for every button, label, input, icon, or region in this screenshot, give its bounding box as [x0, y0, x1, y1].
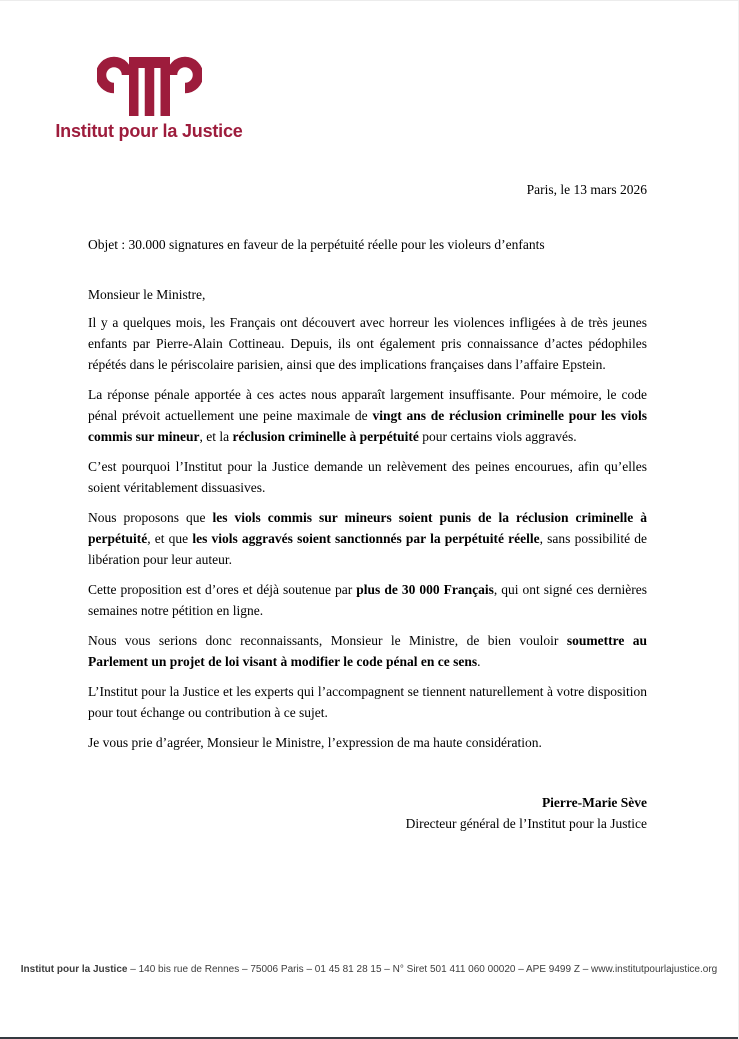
salutation: Monsieur le Ministre, — [88, 287, 206, 302]
footer — [9, 963, 729, 976]
paragraph: L’Institut pour la Justice et les experts qui l’accompagnent se tiennent naturellement à votre disposition pour tout échange ou contribution à ce sujet. — [88, 684, 647, 720]
signature-title: Directeur général de l’Institut pour la Justice — [405, 816, 647, 831]
signature-name: Pierre-Marie Sève — [541, 795, 647, 810]
paragraph: Nous vous serions donc reconnaissants, Monsieur le Ministre, de bien vouloir soumettre au Parlement un projet de loi visant à modifier le code pénal en ce sens. — [88, 633, 647, 669]
letter-body — [88, 312, 647, 762]
date-line: Paris, le 13 mars 2026 — [526, 182, 647, 197]
logo-wordmark: Institut pour la Justice — [55, 121, 243, 141]
paragraph: C’est pourquoi l’Institut pour la Justice demande un relèvement des peines encourues, afin qu’elles soient véritablement dissuasives. — [88, 459, 647, 495]
paragraph: La réponse pénale apportée à ces actes nous apparaît largement insuffisante. Pour mémoire, le code pénal prévoit actuellement une peine maximale de vingt ans de réclusion criminelle pour les viols commis sur mineur, et la réclusion criminelle à perpétuité pour certains viols aggravés. — [88, 387, 647, 444]
footer-details: – 140 bis rue de Rennes – 75006 Paris – 01 45 81 28 15 – N° Siret 501 411 060 00020 – APE 9499 Z – www.institutpourlajustice.org — [127, 964, 718, 975]
paragraph: Je vous prie d’agréer, Monsieur le Ministre, l’expression de ma haute considération. — [88, 735, 542, 750]
subject-line: Objet : 30.000 signatures en faveur de la perpétuité réelle pour les violeurs d’enfants — [88, 237, 545, 252]
letterhead — [53, 56, 245, 142]
signature-block — [406, 792, 647, 834]
paragraph: Il y a quelques mois, les Français ont découvert avec horreur les violences infligées à de très jeunes enfants par Pierre-Alain Cottineau. Depuis, ils ont également pris connaissance d’actes pédophiles répétés dans le périscolaire parisien, ainsi que des implications françaises dans l’affaire Epstein. — [88, 315, 647, 372]
paragraph: Nous proposons que les viols commis sur mineurs soient punis de la réclusion criminelle à perpétuité, et que les viols aggravés soient sanctionnés par la perpétuité réelle, sans possibilité de libération pour leur auteur. — [88, 510, 647, 567]
ipj-column-logo-icon — [97, 56, 202, 118]
footer-org-name: Institut pour la Justice — [20, 964, 128, 975]
paragraph: Cette proposition est d’ores et déjà soutenue par plus de 30 000 Français, qui ont signé ces dernières semaines notre pétition en ligne. — [88, 582, 647, 618]
